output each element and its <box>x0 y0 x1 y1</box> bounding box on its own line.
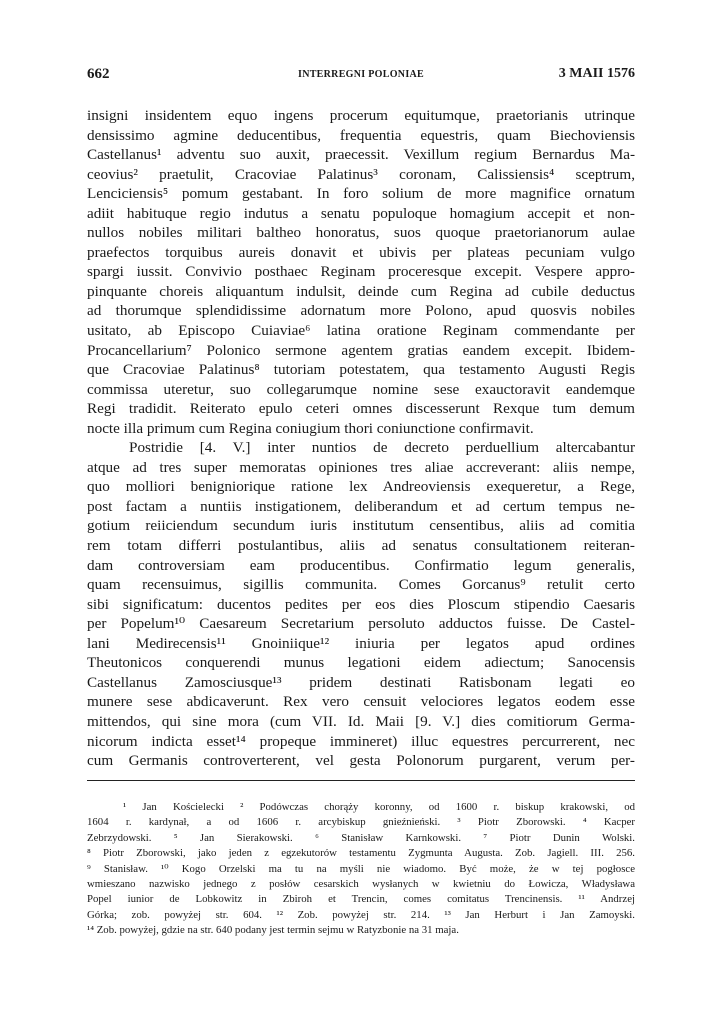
text-line: quo molliori benigniorique ratione lex Andreoviensis exequeretur, a Rege, <box>87 478 635 496</box>
text-line: ceovius² praetulit, Cracoviae Palatinus³ coronam, Calissiensis⁴ sceptrum, <box>87 165 635 183</box>
text-line: nullos nobiles militari baltheo honoratus, suos quoque praetorianorum aulae <box>87 224 635 242</box>
text-line: post factam a nuntiis instigationem, deliberandum et ad certum tempus ne- <box>87 497 635 515</box>
text-line: Castellanus¹ adventu suo auxit, praecessit. Vexillum regium Bernardus Ma- <box>87 146 635 164</box>
text-line: per Popelum¹⁰ Caesareum Secretarium persoluto adductos fuisse. De Castel- <box>87 615 635 633</box>
text-line: insigni insidentem equo ingens procerum equitumque, praetorianis utrinque <box>87 107 635 124</box>
text-line: quam recensuimus, sigillis communita. Comes Gorcanus⁹ retulit certo <box>87 576 635 594</box>
footnote-line: ⁹ Stanisław. ¹⁰ Kogo Orzelski ma tu na myśli nie wiadomo. Być może, że w tej pogłosce <box>87 862 635 875</box>
text-line: que Cracoviae Palatinus⁸ tutoriam potestatem, qua testamento Augusti Regis <box>87 361 635 379</box>
text-line: Procancellarium⁷ Polonico sermone agentem gratias eandem excepit. Ibidem- <box>87 341 635 359</box>
footnote-line: Zebrzydowski. ⁵ Jan Sierakowski. ⁶ Stanisław Karnkowski. ⁷ Piotr Dunin Wolski. <box>87 831 635 844</box>
footnote-line: ¹ Jan Kościelecki ² Podówczas chorąży koronny, od 1600 r. biskup krakowski, od <box>123 801 635 813</box>
text-line: usitato, ab Episcopo Cuiaviae⁶ latina oratione Reginam commendante per <box>87 322 635 340</box>
main-text <box>87 106 635 771</box>
text-line: Regi tradidit. Reiterato epulo ceteri omnes discesserunt Rexque tum demum <box>87 400 635 418</box>
footnote-line: ¹⁴ Zob. powyżej, gdzie na str. 640 podany jest termin sejmu w Ratyzbonie na 31 maja. <box>87 924 459 937</box>
text-line: densissimo agmine deducentibus, frequentia equestris, quam Biechoviensis <box>87 126 635 144</box>
header-date: 3 MAII 1576 <box>558 66 635 81</box>
page-number: 662 <box>87 66 110 82</box>
footnote-line: ⁸ Piotr Zborowski, jako jeden z egzekutorów testamentu Zygmunta Augusta. Zob. Jagiell. III. 256. <box>87 847 635 860</box>
running-title: INTERREGNI POLONIAE <box>298 69 424 80</box>
footnote-line: Górka; zob. powyżej str. 604. ¹² Zob. powyżej str. 214. ¹³ Jan Herburt i Jan Zamoyski. <box>87 908 635 921</box>
running-header <box>87 66 635 88</box>
text-line: ad thorumque splendidissime adornatum more Polono, apud quosvis nobiles <box>87 302 635 320</box>
text-line: lani Medirecensis¹¹ Gnoiniique¹² iniuria per legatos apud ordines <box>87 634 635 652</box>
text-line: spargi iussit. Convivio posthaec Reginam proceresque excepit. Vespere appro- <box>87 263 635 281</box>
text-line: Castellanus Zamosciusque¹³ pridem destinati Ratisbonam legati eo <box>87 673 635 691</box>
text-line: praefectos torquibus aureis donavit et ubivis per plateas pecuniam vulgo <box>87 243 635 261</box>
footnote-line: 1604 r. kardynał, a od 1606 r. arcybiskup gnieźnieński. ³ Piotr Zborowski. ⁴ Kacper <box>87 816 635 829</box>
text-line: nocte illa primum cum Regina coniugium thori coniunctione confirmavit. <box>87 419 534 437</box>
footnote-line: wmieszano nazwisko jednego z posłów cesarskich wysłanych w kwietniu do Łowicza, Władysława <box>87 877 635 890</box>
text-line: sibi significatum: ducentos pedites per eos dies Ploscum stipendio Caesaris <box>87 595 635 613</box>
text-line: adiit habituque regio indutus a senatu populoque homagium accepit et non- <box>87 204 635 222</box>
text-line: Lenciciensis⁵ pomum gestabant. In foro solium de more magnifice ornatum <box>87 185 635 203</box>
text-line: Postridie [4. V.] inter nuntios de decreto perduellium altercabantur <box>129 439 635 457</box>
text-line: rem totam differri postulantibus, aliis ad senatus consultationem reiteran- <box>87 537 635 555</box>
text-line: atque ad tres super memoratas opiniones tres aliae accreverant: aliis nempe, <box>87 458 635 476</box>
text-line: mittendos, qui sine mora (cum VII. Id. Maii [9. V.] dies comitiorum Germa- <box>87 712 635 730</box>
text-line: dam controversiam eam producentibus. Confirmatio legum generalis, <box>87 556 635 574</box>
footnote-line: Popel iunior de Lobkowitz in Zbiroh et Trencin, comes comitatus Trencinensis. ¹¹ Andrzej <box>87 893 635 906</box>
text-line: Theutonicos conquerendi munus legationi eidem adiectum; Sanocensis <box>87 654 635 672</box>
footnote-divider <box>87 780 635 781</box>
text-line: commissa uteretur, suo collegarumque nomine sese exauctoravit eandemque <box>87 380 635 398</box>
text-line: pinquante choreis aliquantum indulsit, deinde cum Regina ad cubile deductus <box>87 282 635 300</box>
text-line: gotium reiiciendum secundum iuris institutum censentibus, aliis ad comitia <box>87 517 635 535</box>
text-line: munere sese abdicaverunt. Rex vero censuit velociores legatos eodem esse <box>87 693 635 711</box>
text-line: cum Germanis controverterent, vel gesta Polonorum purgarent, verum per- <box>87 752 635 770</box>
text-line: nicorum indicta esset¹⁴ propeque immineret) illuc equestres percurrerent, nec <box>87 732 635 750</box>
footnotes <box>87 800 635 939</box>
